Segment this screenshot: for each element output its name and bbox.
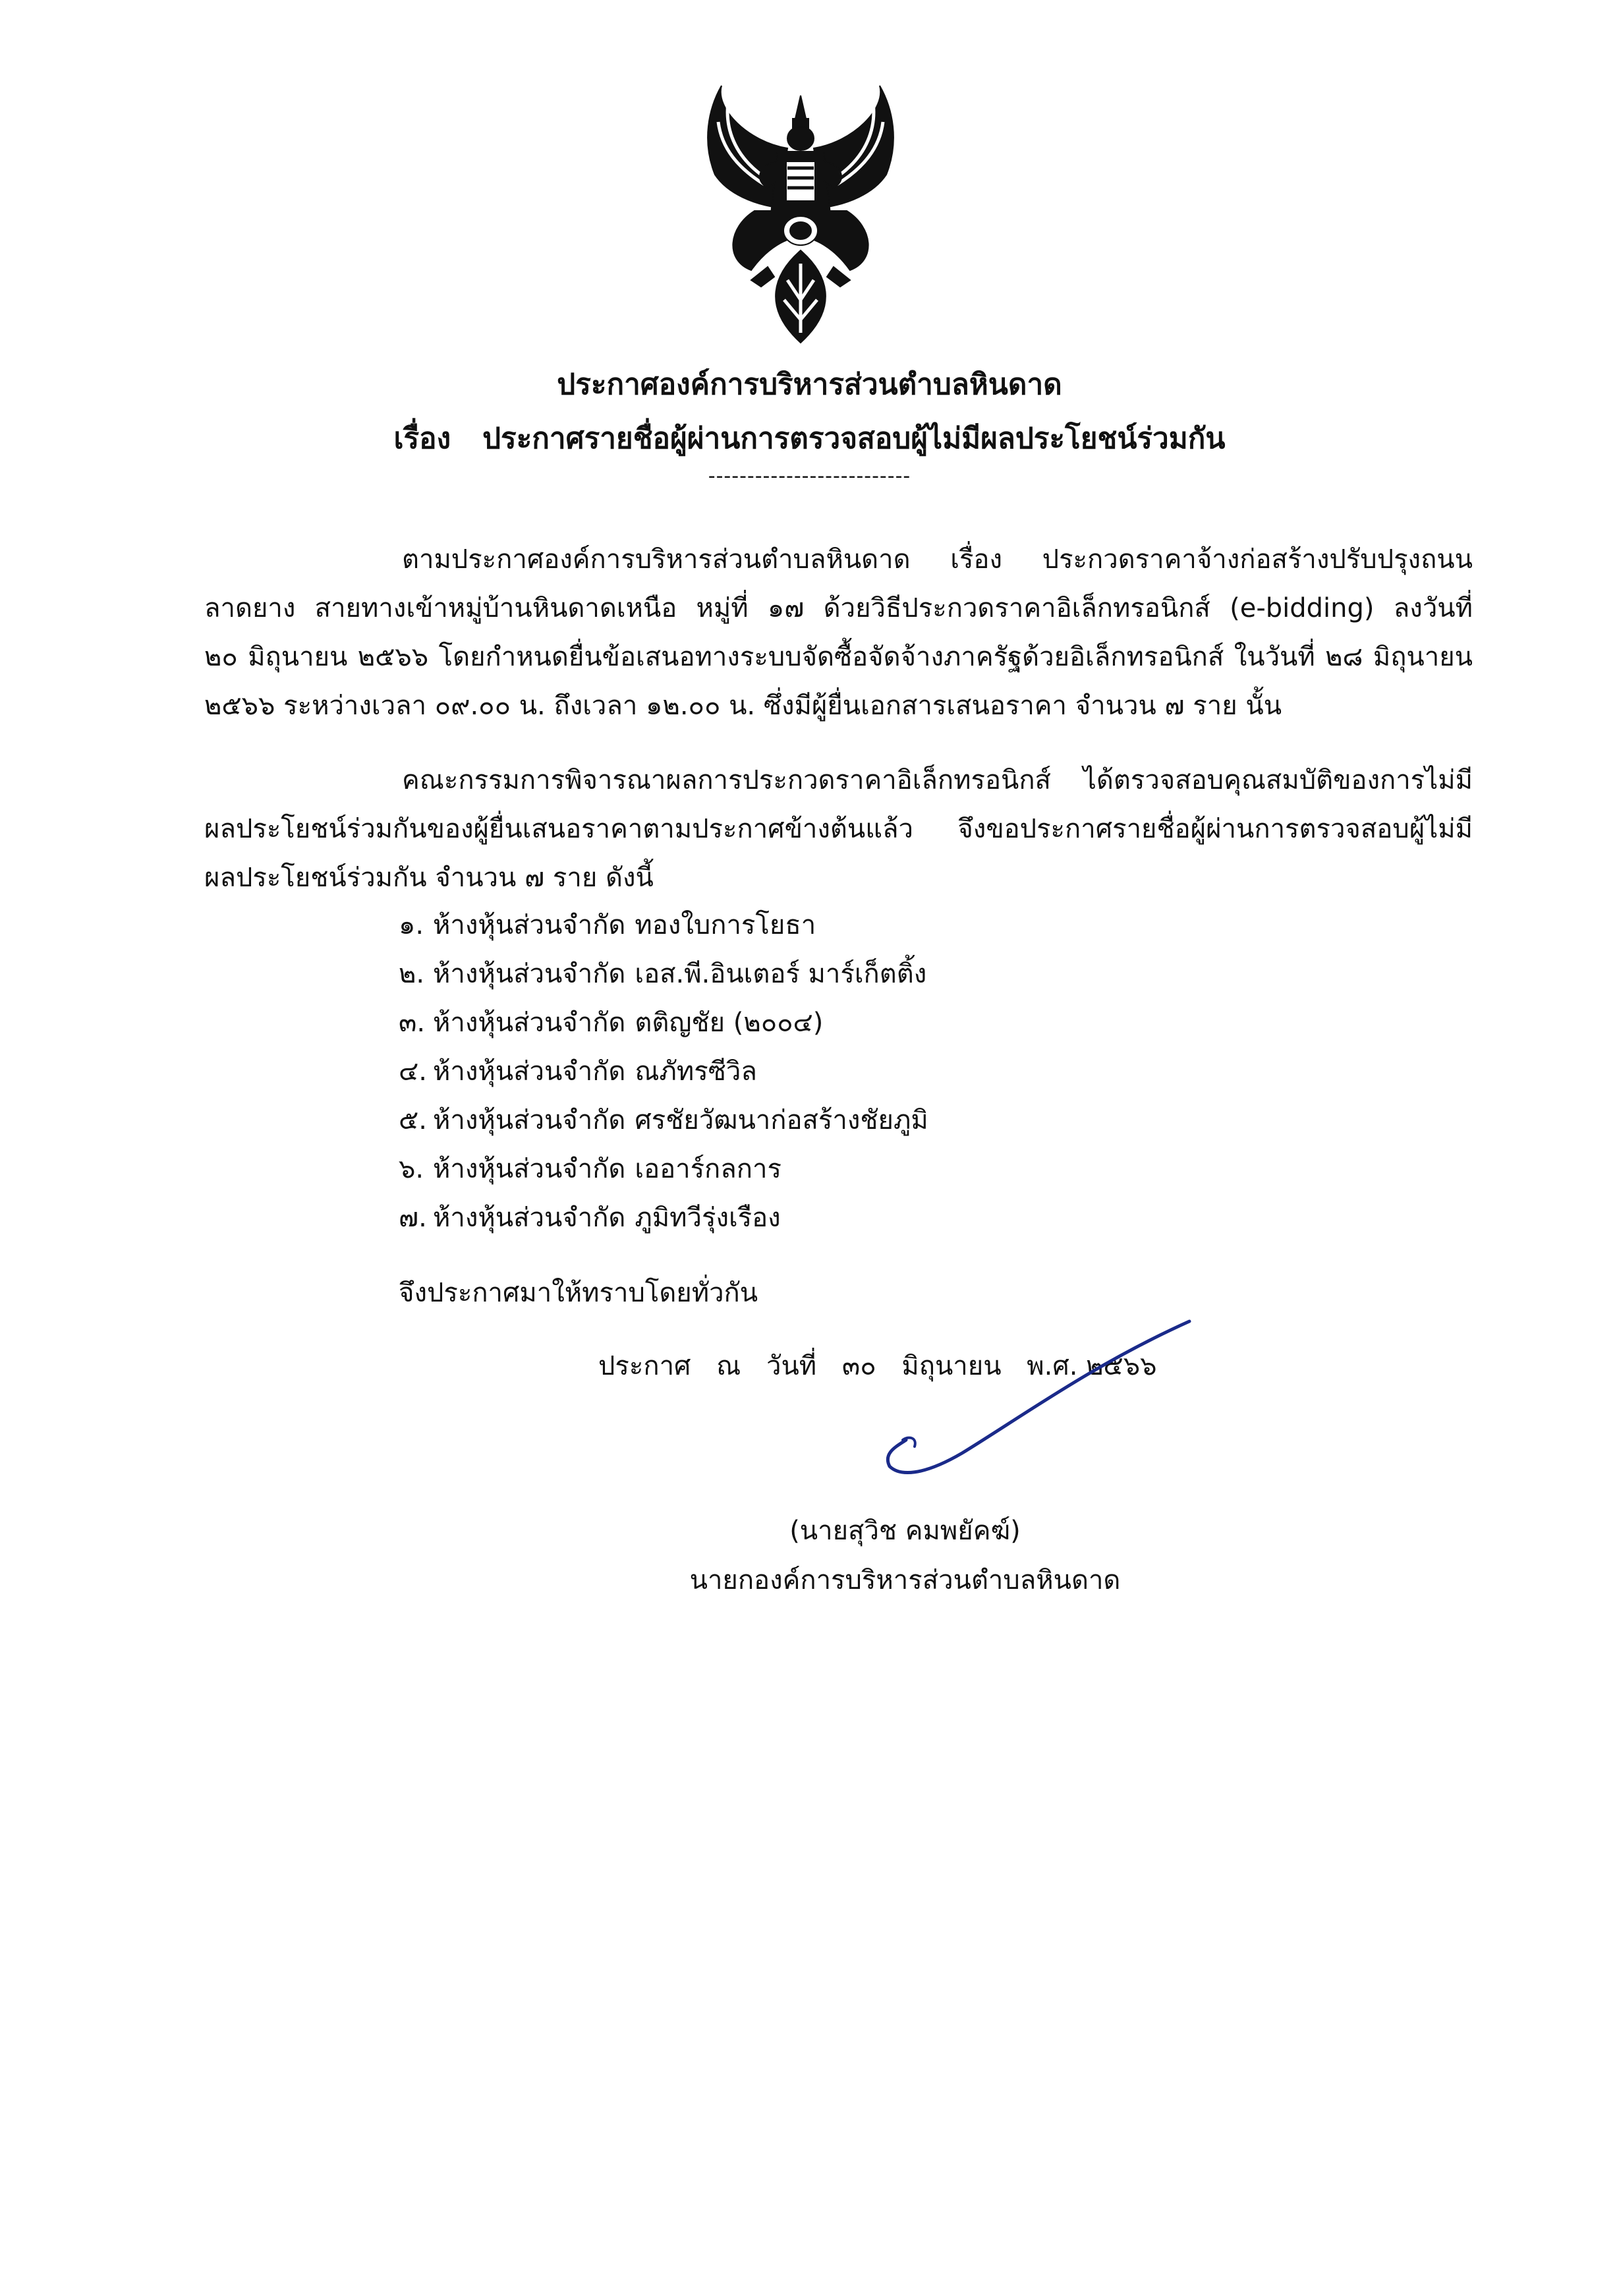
date-part: ประกาศ [598,1351,691,1381]
date-part: ๓๐ [841,1351,876,1381]
company-name: ตติญชัย (๒๐๐๔) [635,1008,824,1038]
list-item [399,950,928,998]
list-number: ๖. [399,1154,424,1184]
company-type: ห้างหุ้นส่วนจำกัด [433,1008,626,1038]
garuda-emblem [689,82,913,346]
handwritten-signature [843,1311,1212,1509]
company-name: ทองใบการโยธา [635,910,816,940]
list-item [399,1145,928,1193]
company-type: ห้างหุ้นส่วนจำกัด [433,959,626,989]
company-name: เออาร์กลการ [635,1154,781,1184]
list-number: ๑. [399,910,424,940]
company-type: ห้างหุ้นส่วนจำกัด [433,1056,626,1087]
paragraph-line: ตามประกาศองค์การบริหารส่วนตำบลหินดาด เรื่อง ประกวดราคาจ้างก่อสร้างปรับปรุงถนน [402,544,1473,575]
list-item [399,1047,928,1096]
company-type: ห้างหุ้นส่วนจำกัด [433,1105,626,1135]
list-number: ๗. [399,1203,427,1233]
bidder-list [399,901,928,1242]
date-part: ณ [716,1351,741,1381]
list-item [399,1096,928,1145]
announcement-title: ประกาศองค์การบริหารส่วนตำบลหินดาด [557,368,1062,401]
paragraph-line: ๒๐ มิถุนายน ๒๕๖๖ โดยกำหนดยื่นข้อเสนอทางระบบจัดซื้อจัดจ้างภาครัฐด้วยอิเล็กทรอนิกส์ ในวันที่ ๒๘ มิถุนายน [204,642,1473,672]
subject-text: ประกาศรายชื่อผู้ผ่านการตรวจสอบผู้ไม่มีผลประโยชน์ร่วมกัน [482,422,1226,455]
announcement-subject [0,415,1619,461]
list-number: ๒. [399,959,425,989]
paragraph-line: ๒๕๖๖ ระหว่างเวลา ๐๙.๐๐ น. ถึงเวลา ๑๒.๐๐ น. ซึ่งมีผู้ยื่นเอกสารเสนอราคา จำนวน ๗ ราย นั้น [204,691,1282,721]
closing-statement: จึงประกาศมาให้ทราบโดยทั่วกัน [399,1278,758,1308]
list-number: ๕. [399,1105,427,1135]
subject-label: เรื่อง [393,422,451,455]
paragraph-line: ลาดยาง สายทางเข้าหมู่บ้านหินดาดเหนือ หมู่ที่ ๑๗ ด้วยวิธีประกวดราคาอิเล็กทรอนิกส์ (e-bidding) ลงวันที่ [204,593,1473,623]
company-type: ห้างหุ้นส่วนจำกัด [433,910,626,940]
date-part: พ.ศ. ๒๕๖๖ [1027,1351,1157,1381]
list-item [399,1193,928,1242]
company-name: ภูมิทวีรุ่งเรือง [635,1203,781,1233]
title-divider: -------------------------- [708,465,911,488]
paragraph-1 [204,535,1473,730]
list-number: ๔. [399,1056,427,1087]
company-name: ณภัทรซีวิล [635,1056,757,1087]
paragraph-line: ผลประโยชน์ร่วมกัน จำนวน ๗ ราย ดังนี้ [204,863,654,893]
company-name: ศรชัยวัฒนาก่อสร้างชัยภูมิ [635,1105,928,1135]
list-item [399,901,928,950]
list-number: ๓. [399,1008,426,1038]
signer-title: นายกองค์การบริหารส่วนตำบลหินดาด [689,1565,1121,1595]
date-part: มิถุนายน [901,1351,1002,1381]
paragraph-line: คณะกรรมการพิจารณาผลการประกวดราคาอิเล็กทรอนิกส์ ได้ตรวจสอบคุณสมบัติของการไม่มี [402,765,1473,795]
signer-name: (นายสุวิช คมพยัคฆ์) [789,1516,1021,1546]
paragraph-2 [204,756,1473,902]
company-name: เอส.พี.อินเตอร์ มาร์เก็ตติ้ง [635,959,927,989]
company-type: ห้างหุ้นส่วนจำกัด [433,1154,626,1184]
company-type: ห้างหุ้นส่วนจำกัด [433,1203,626,1233]
date-part: วันที่ [766,1351,817,1381]
list-item [399,998,928,1047]
paragraph-line: ผลประโยชน์ร่วมกันของผู้ยื่นเสนอราคาตามประกาศข้างต้นแล้ว จึงขอประกาศรายชื่อผู้ผ่านการตรวจสอบผู้ไม่มี [204,814,1473,844]
